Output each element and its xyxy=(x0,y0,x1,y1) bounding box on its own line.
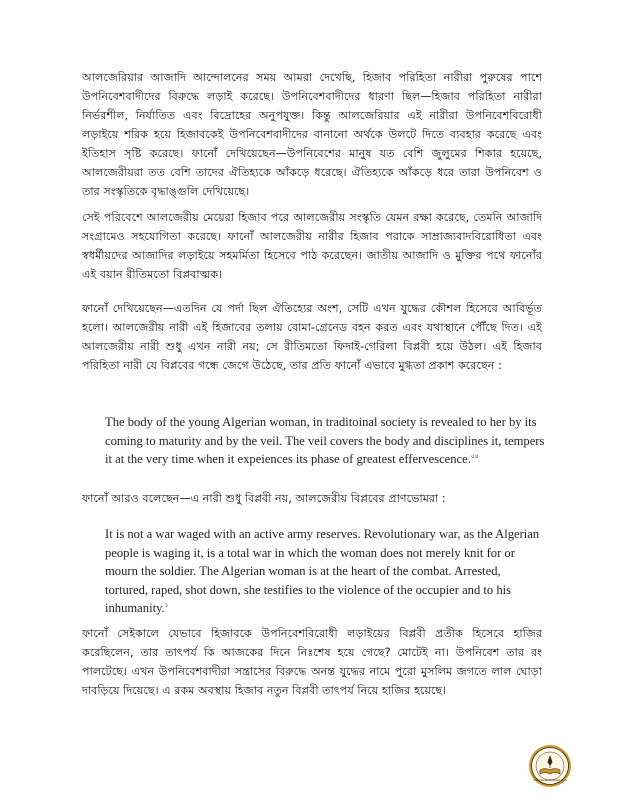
pen-book-emblem-icon xyxy=(528,744,572,788)
block-quote-2 xyxy=(105,525,545,618)
quote-1-footnote: ৫৪ xyxy=(470,453,479,460)
paragraph-1: আলজেরিয়ার আজাদি আন্দোলনের সময় আমরা দেখেছি, হিজাব পরিহিতা নারীরা পুরুষের পাশে উপনিবেশবাদীদের বিরুদ্ধে লড়াই করেছে। উপনিবেশবাদীদের ধারণা ছিল—হিজাব পরিহিতা নারীরা নির্ভরশীল, নির্যাতিত এবং বিদ্রোহের অনুপযুক্ত। কিন্তু আলজেরিয়ার এই নারীরা উপনিবেশবিরোধী লড়াইয়ে শরিক হয়ে হিজাবকেই উপনিবেশবাদীদের বানানো অর্থকে উলটে দিতে ব্যবহার করেছে এবং ইতিহাস সৃষ্টি করেছে। ফানোঁ দেখিয়েছেন—উপনিবেশের মানুষ যত বেশি জুলুমের শিকার হয়েছে, আলজেরীয়রা তত বেশি তাদের ঐতিহ্যকে আঁকড়ে ধরেছে। ঐতিহ্যকে আঁকড়ে ধরে তারা উপনিবেশ ও তার সংস্কৃতিকে বৃদ্ধাঙ্গুলি দেখিয়েছে। xyxy=(82,71,542,198)
paragraph-5: ফানোঁ সেইকালে যেভাবে হিজাবকে উপনিবেশবিরোধী লড়াইয়ের বিপ্লবী প্রতীক হিসেবে হাজির করেছিলেন, তার তাৎপর্য কি আজকের দিনে নিঃশেষ হয়ে গেছে? মোটেই না। উপনিবেশ তার রং পালটেছে। এখন উপনিবেশবাদীরা সন্ত্রাসের বিরুদ্ধে অনন্ত যুদ্ধের নামে পুরো মুসলিম জগতে লাল ঘোড়া দাবড়িয়ে দিয়েছে। এ রকম অবস্থায় হিজাব নতুন বিপ্লবী তাৎপর্য নিয়ে হাজির হয়েছে। xyxy=(82,627,542,697)
paragraph-2: সেই পরিবেশে আলজেরীয় মেয়েরা হিজাব পরে আলজেরীয় সংস্কৃতি যেমন রক্ষা করেছে, তেমনি আজাদি সংগ্রামেও সহযোগিতা করেছে। ফানোঁ আলজেরীয় নারীর হিজাব পরাকে সাম্রাজ্যবাদবিরোধিতা এবং স্বধর্মীয়দের আজাদির লড়াইয়ে সহমর্মিতা হিসেবে পাঠ করেছেন। জাতীয় আজাদি ও মুক্তির পথে ফানোঁর এই বয়ান রীতিমতো বিপ্লবাত্মক। xyxy=(82,211,542,281)
logo-url-text: www.thebookswrold.com xyxy=(533,778,567,782)
quote-1-text: The body of the young Algerian woman, in traditoinal society is revealed to her by its coming to maturity and by the veil. The veil covers the body and disciplines it, tempers it at the very time when it expeiences its phase of greatest effervescence. xyxy=(105,415,545,466)
paragraph-3: ফানোঁ দেখিয়েছেন—এতদিন যে পর্দা ছিল ঐতিহ্যের অংশ, সেটি এখন যুদ্ধের কৌশল হিসেবে আবির্ভূত হলো। আলজেরীয় নারী এই হিজাবের তলায় বোমা-গ্রেনেড বহন করত এবং যথাস্থানে পৌঁছে দিত। এই আলজেরীয় নারী শুধু এখন নারী নয়; সে রীতিমতো ফিদাই-গেরিলা বিপ্লবী হয়ে উঠল। এই হিজাব পরিহিতা নারী যে বিপ্লবের গন্ধে জেগে উঠেছে, তার প্রতি ফানোঁ এভাবে মুগ্ধতা প্রকাশ করেছেন : xyxy=(82,302,542,372)
block-quote-1 xyxy=(105,413,545,469)
quote-2-footnote: ১ xyxy=(164,602,169,609)
paragraph-4: ফানোঁ আরও বলেছেন—এ নারী শুধু বিপ্লবী নয়, আলজেরীয় বিপ্লবের প্রাণভোমরা : xyxy=(82,492,446,505)
quote-2-text: It is not a war waged with an active army reserves. Revolutionary war, as the Algerian people is waging it, is a total war in which the woman does not merely knit for or mourn the soldier. The Algerian woman is at the heart of the combat. Arrested, tortured, raped, shot down, she testifies to the violence of the occupier and to his inhumanity. xyxy=(105,527,540,615)
